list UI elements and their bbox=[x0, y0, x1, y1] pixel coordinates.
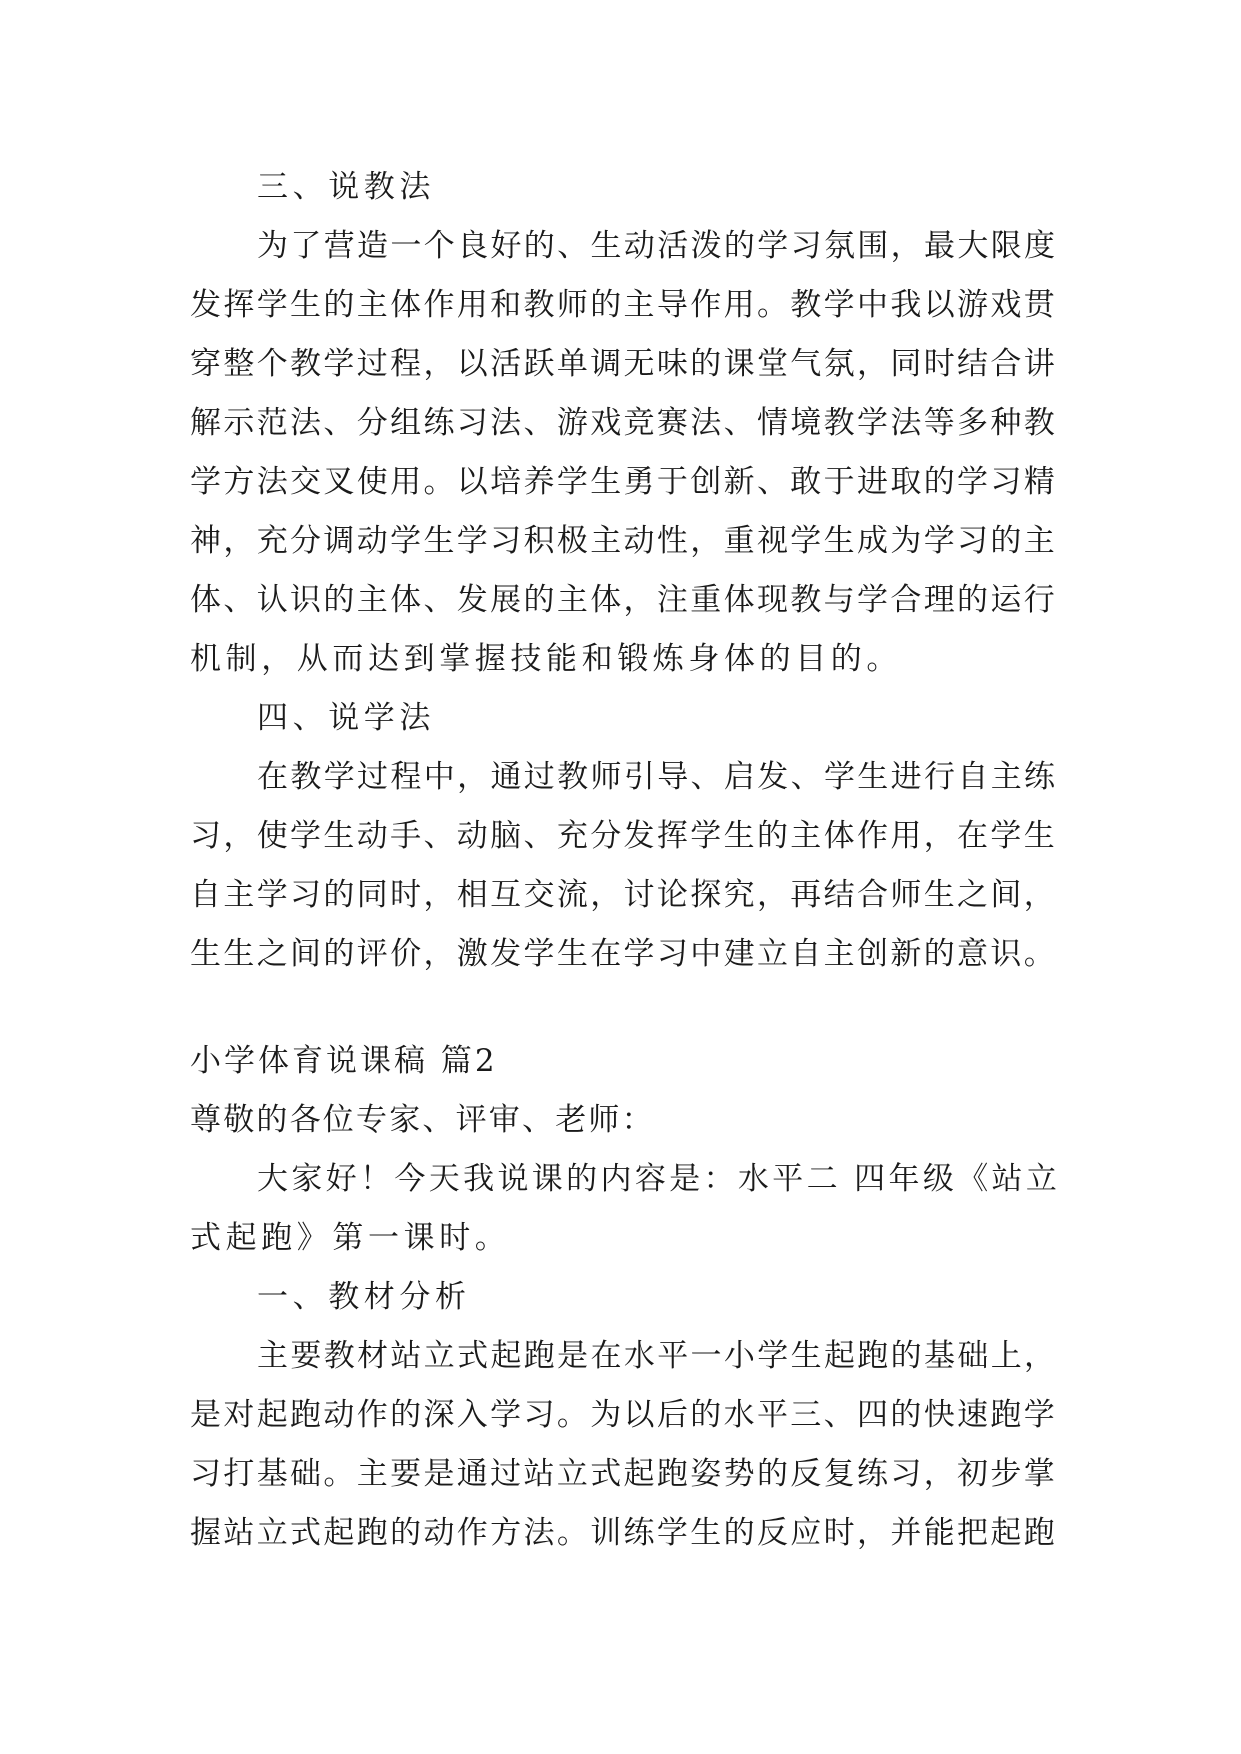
paragraph-line: 生生之间的评价，激发学生在学习中建立自主创新的意识。 bbox=[190, 936, 1058, 972]
paragraph-line: 主要教材站立式起跑是在水平一小学生起跑的基础上， bbox=[257, 1338, 1058, 1374]
paragraph-line: 为了营造一个良好的、生动活泼的学习氛围，最大限度 bbox=[257, 228, 1058, 264]
salutation: 尊敬的各位专家、评审、老师： bbox=[190, 1102, 655, 1138]
article-title: 小学体育说课稿 篇2 bbox=[190, 1043, 498, 1079]
paragraph-line: 解示范法、分组练习法、游戏竞赛法、情境教学法等多种教 bbox=[190, 405, 1058, 441]
paragraph-line: 学方法交叉使用。以培养学生勇于创新、敢于进取的学习精 bbox=[190, 464, 1058, 500]
paragraph-line: 在教学过程中，通过教师引导、启发、学生进行自主练 bbox=[257, 759, 1058, 795]
section-heading-teaching-method: 三、说教法 bbox=[257, 169, 435, 205]
paragraph-line: 神，充分调动学生学习积极主动性，重视学生成为学习的主 bbox=[190, 523, 1058, 559]
paragraph-line: 自主学习的同时，相互交流，讨论探究，再结合师生之间， bbox=[190, 877, 1058, 913]
paragraph-line: 握站立式起跑的动作方法。训练学生的反应时，并能把起跑 bbox=[190, 1515, 1058, 1551]
paragraph-line: 习打基础。主要是通过站立式起跑姿势的反复练习，初步掌 bbox=[190, 1456, 1058, 1492]
paragraph-line: 大家好！今天我说课的内容是：水平二 四年级《站立 bbox=[257, 1161, 1061, 1197]
section-heading-learning-method: 四、说学法 bbox=[257, 700, 435, 736]
paragraph-line: 发挥学生的主体作用和教师的主导作用。教学中我以游戏贯 bbox=[190, 287, 1058, 323]
paragraph-line: 体、认识的主体、发展的主体，注重体现教与学合理的运行 bbox=[190, 582, 1058, 618]
section-heading-material-analysis: 一、教材分析 bbox=[257, 1279, 471, 1315]
paragraph-line: 式起跑》第一课时。 bbox=[190, 1220, 511, 1256]
paragraph-line: 机制，从而达到掌握技能和锻炼身体的目的。 bbox=[190, 641, 902, 677]
paragraph-line: 习，使学生动手、动脑、充分发挥学生的主体作用，在学生 bbox=[190, 818, 1058, 854]
paragraph-line: 是对起跑动作的深入学习。为以后的水平三、四的快速跑学 bbox=[190, 1397, 1058, 1433]
paragraph-line: 穿整个教学过程，以活跃单调无味的课堂气氛，同时结合讲 bbox=[190, 346, 1058, 382]
